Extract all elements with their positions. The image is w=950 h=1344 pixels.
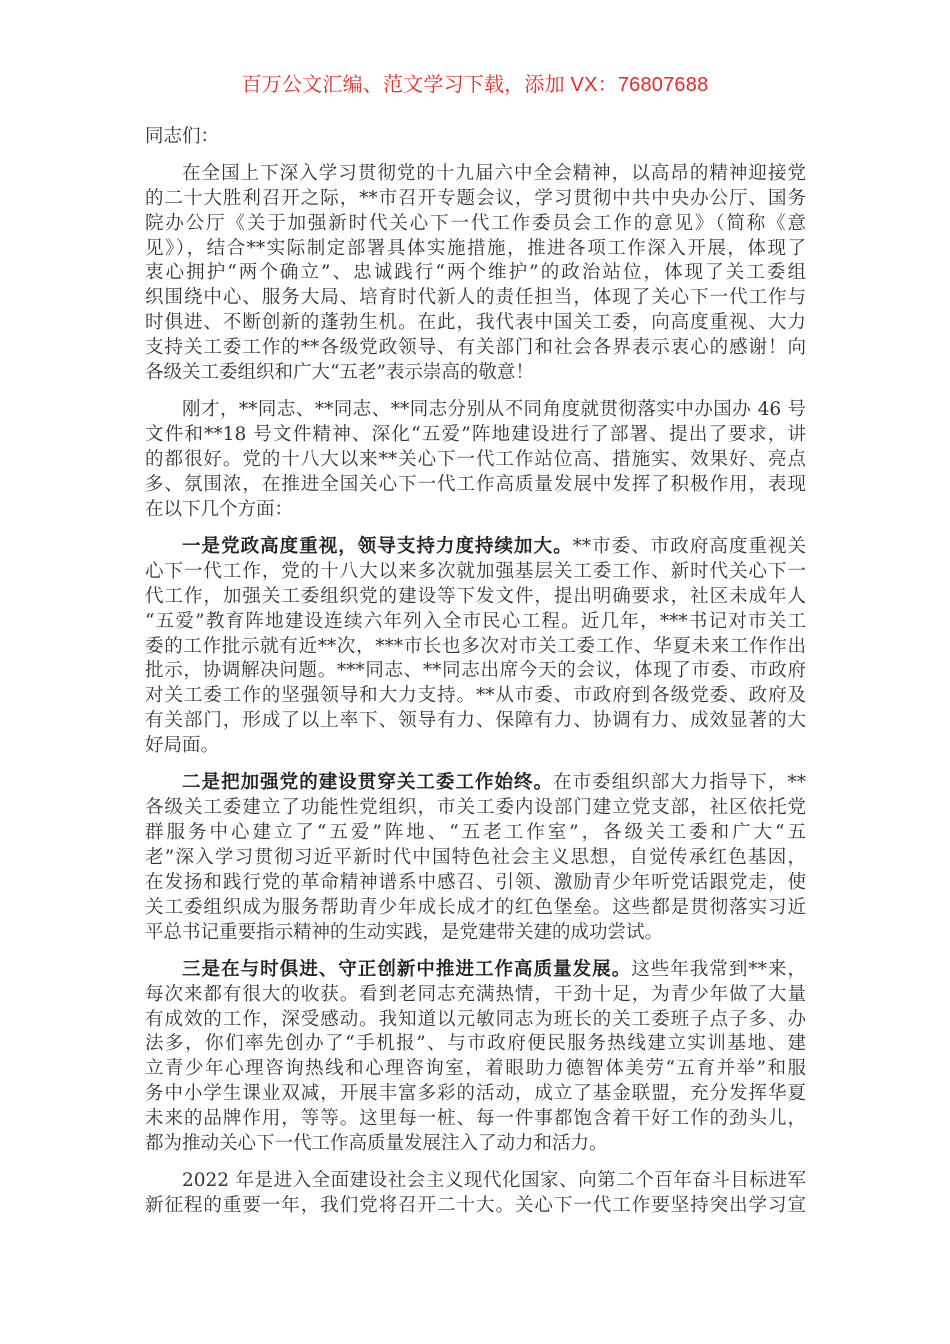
paragraph (145, 398, 806, 522)
line-text: 各级关工委建立了功能性党组织，市关工委内设部门建立党支部，社区依托党 (145, 797, 806, 819)
paragraph-lead-heading: 三是在与时俱进、守正创新中推进工作高质量发展。 (182, 958, 632, 980)
line-text: 文件和**18 号文件精神、深化“五爱”阵地建设进行了部署、提出了要求，讲 (145, 424, 806, 446)
text-line (145, 1194, 806, 1219)
text-line (145, 261, 806, 286)
text-line (145, 187, 806, 212)
text-line (145, 958, 806, 983)
paragraph (145, 771, 806, 945)
line-text: 好局面。 (145, 735, 220, 757)
line-text: 各级关工委组织和广大“五老”表示崇高的敬意！ (145, 362, 534, 384)
line-text: 对关工委工作的坚强领导和大力支持。**从市委、市政府到各级党委、政府及 (145, 685, 806, 707)
line-text: 衷心拥护“两个确立”、忠诚践行“两个维护”的政治站位，体现了关工委组 (145, 262, 806, 284)
line-text: 的二十大胜利召开之际，**市召开专题会议，学习贯彻中共中央办公厅、国务 (145, 187, 806, 209)
line-text: 刚才，**同志、**同志、**同志分别从不同角度就贯彻落实中办国办 46 号 (182, 399, 806, 421)
text-line (145, 560, 806, 585)
text-line (145, 896, 806, 921)
text-line (145, 635, 806, 660)
line-text: 织围绕中心、服务大局、培育时代新人的责任担当，体现了关心下一代工作与 (145, 287, 806, 309)
text-line (145, 610, 806, 635)
line-text: 群服务中心建立了“五爱”阵地、“五老工作室”，各级关工委和广大“五 (145, 822, 806, 844)
line-text: 院办公厅《关于加强新时代关心下一代工作委员会工作的意见》（简称《意 (145, 212, 806, 234)
line-text: 在市委组织部大力指导下，** (553, 772, 806, 794)
text-line (145, 336, 806, 361)
text-line (145, 237, 806, 262)
text-line (145, 983, 806, 1008)
text-line (145, 709, 806, 734)
text-line (145, 311, 806, 336)
text-line (145, 535, 806, 560)
line-text: 批示，协调解决问题。***同志、**同志出席今天的会议，体现了市委、市政府 (145, 660, 806, 682)
line-text: 务中小学生课业双减，开展丰富多彩的活动，成立了基金联盟，充分发挥华夏 (145, 1083, 806, 1105)
paragraph (145, 1169, 806, 1219)
line-text: 法多，你们率先创办了“手机报”、与市政府便民服务热线建立实训基地、建 (145, 1033, 806, 1055)
line-text: 每次来都有很大的收获。看到老同志充满热情，干劲十足，为青少年做了大量 (145, 983, 806, 1005)
line-text: 这些年我常到**来， (631, 958, 806, 980)
line-text: 见》），结合**实际制定部署具体实施措施，推进各项工作深入开展，体现了 (145, 237, 806, 259)
text-line (145, 846, 806, 871)
text-line (145, 448, 806, 473)
text-line (145, 361, 806, 386)
text-line (145, 771, 806, 796)
salutation: 同志们： (145, 126, 220, 147)
line-text: 立青少年心理咨询热线和心理咨询室，着眼助力德智体美劳“五育并举”和服 (145, 1058, 806, 1080)
text-line (145, 1057, 806, 1082)
line-text: 在以下几个方面： (145, 498, 294, 520)
text-line (145, 1082, 806, 1107)
line-text: 的都很好。党的十八大以来**关心下一代工作站位高、措施实、效果好、亮点 (145, 449, 806, 470)
text-line (145, 1008, 806, 1033)
text-line (145, 212, 806, 237)
line-text: 关工委组织成为服务帮助青少年成长成才的红色堡垒。这些都是贯彻落实习近 (145, 896, 806, 918)
text-line (145, 659, 806, 684)
line-text: 在发扬和践行党的革命精神谱系中感召、引领、激励青少年听党话跟党走，使 (145, 871, 806, 893)
line-text: 有成效的工作，深受感动。我知道以元敏同志为班长的关工委班子点子多、办 (145, 1008, 806, 1030)
text-line (145, 1032, 806, 1057)
line-text: 2022 年是进入全面建设社会主义现代化国家、向第二个百年奋斗目标进军 (182, 1170, 806, 1192)
line-text: “五爱”教育阵地建设连续六年列入全市民心工程。近几年，***书记对市关工 (145, 610, 806, 632)
line-text: 委的工作批示就有近**次，***市长也多次对市关工委工作、华夏未来工作作出 (145, 635, 806, 657)
line-text: 代工作，加强关工委组织党的建设等下发文件，提出明确要求，社区未成年人 (145, 585, 806, 607)
text-line (145, 796, 806, 821)
document-body (145, 125, 806, 1231)
watermark-title: 百万公文汇编、范文学习下载，添加 VX：76807688 (241, 74, 709, 96)
text-line (145, 734, 806, 759)
line-text: 在全国上下深入学习贯彻党的十九届六中全会精神，以高昂的精神迎接党 (182, 162, 806, 184)
line-text: 新征程的重要一年，我们党将召开二十大。关心下一代工作要坚持突出学习宣 (145, 1195, 806, 1217)
text-line (145, 423, 806, 448)
text-line (145, 498, 806, 523)
line-text: 心下一代工作，党的十八大以来多次就加强基层关工委工作、新时代关心下一 (145, 560, 806, 582)
paragraph (145, 958, 806, 1157)
text-line (145, 585, 806, 610)
paragraph (145, 162, 806, 386)
line-text: 支持关工委工作的**各级党政领导、有关部门和社会各界表示衷心的感谢！向 (145, 337, 806, 359)
paragraph-lead-heading: 二是把加强党的建设贯穿关工委工作始终。 (182, 772, 554, 794)
text-line (145, 398, 806, 423)
text-line (145, 162, 806, 187)
line-text: 未来的品牌作用，等等。这里每一桩、每一件事都饱含着干好工作的劲头儿， (145, 1108, 806, 1130)
line-text: 老”深入学习贯彻习近平新时代中国特色社会主义思想，自觉传承红色基因， (145, 846, 806, 868)
text-line (145, 684, 806, 709)
text-line (145, 921, 806, 946)
line-text: 时俱进、不断创新的蓬勃生机。在此，我代表中国关工委，向高度重视、大力 (145, 312, 806, 334)
text-line (145, 1107, 806, 1132)
line-text: 平总书记重要指示精神的生动实践，是党建带关建的成功尝试。 (145, 921, 664, 943)
line-text: 都为推动关心下一代工作高质量发展注入了动力和活力。 (145, 1133, 608, 1155)
line-text: **市委、市政府高度重视关 (572, 535, 806, 557)
text-line (145, 1169, 806, 1194)
text-line (145, 286, 806, 311)
line-text: 多、氛围浓，在推进全国关心下一代工作高质量发展中发挥了积极作用，表现 (145, 473, 806, 495)
text-line (145, 871, 806, 896)
line-text: 有关部门，形成了以上率下、领导有力、保障有力、协调有力、成效显著的大 (145, 710, 806, 732)
paragraph-lead-heading: 一是党政高度重视，领导支持力度持续加大。 (182, 535, 573, 557)
text-line (145, 1132, 806, 1157)
paragraphs (145, 162, 806, 1219)
text-line (145, 473, 806, 498)
text-line (145, 821, 806, 846)
paragraph (145, 535, 806, 759)
